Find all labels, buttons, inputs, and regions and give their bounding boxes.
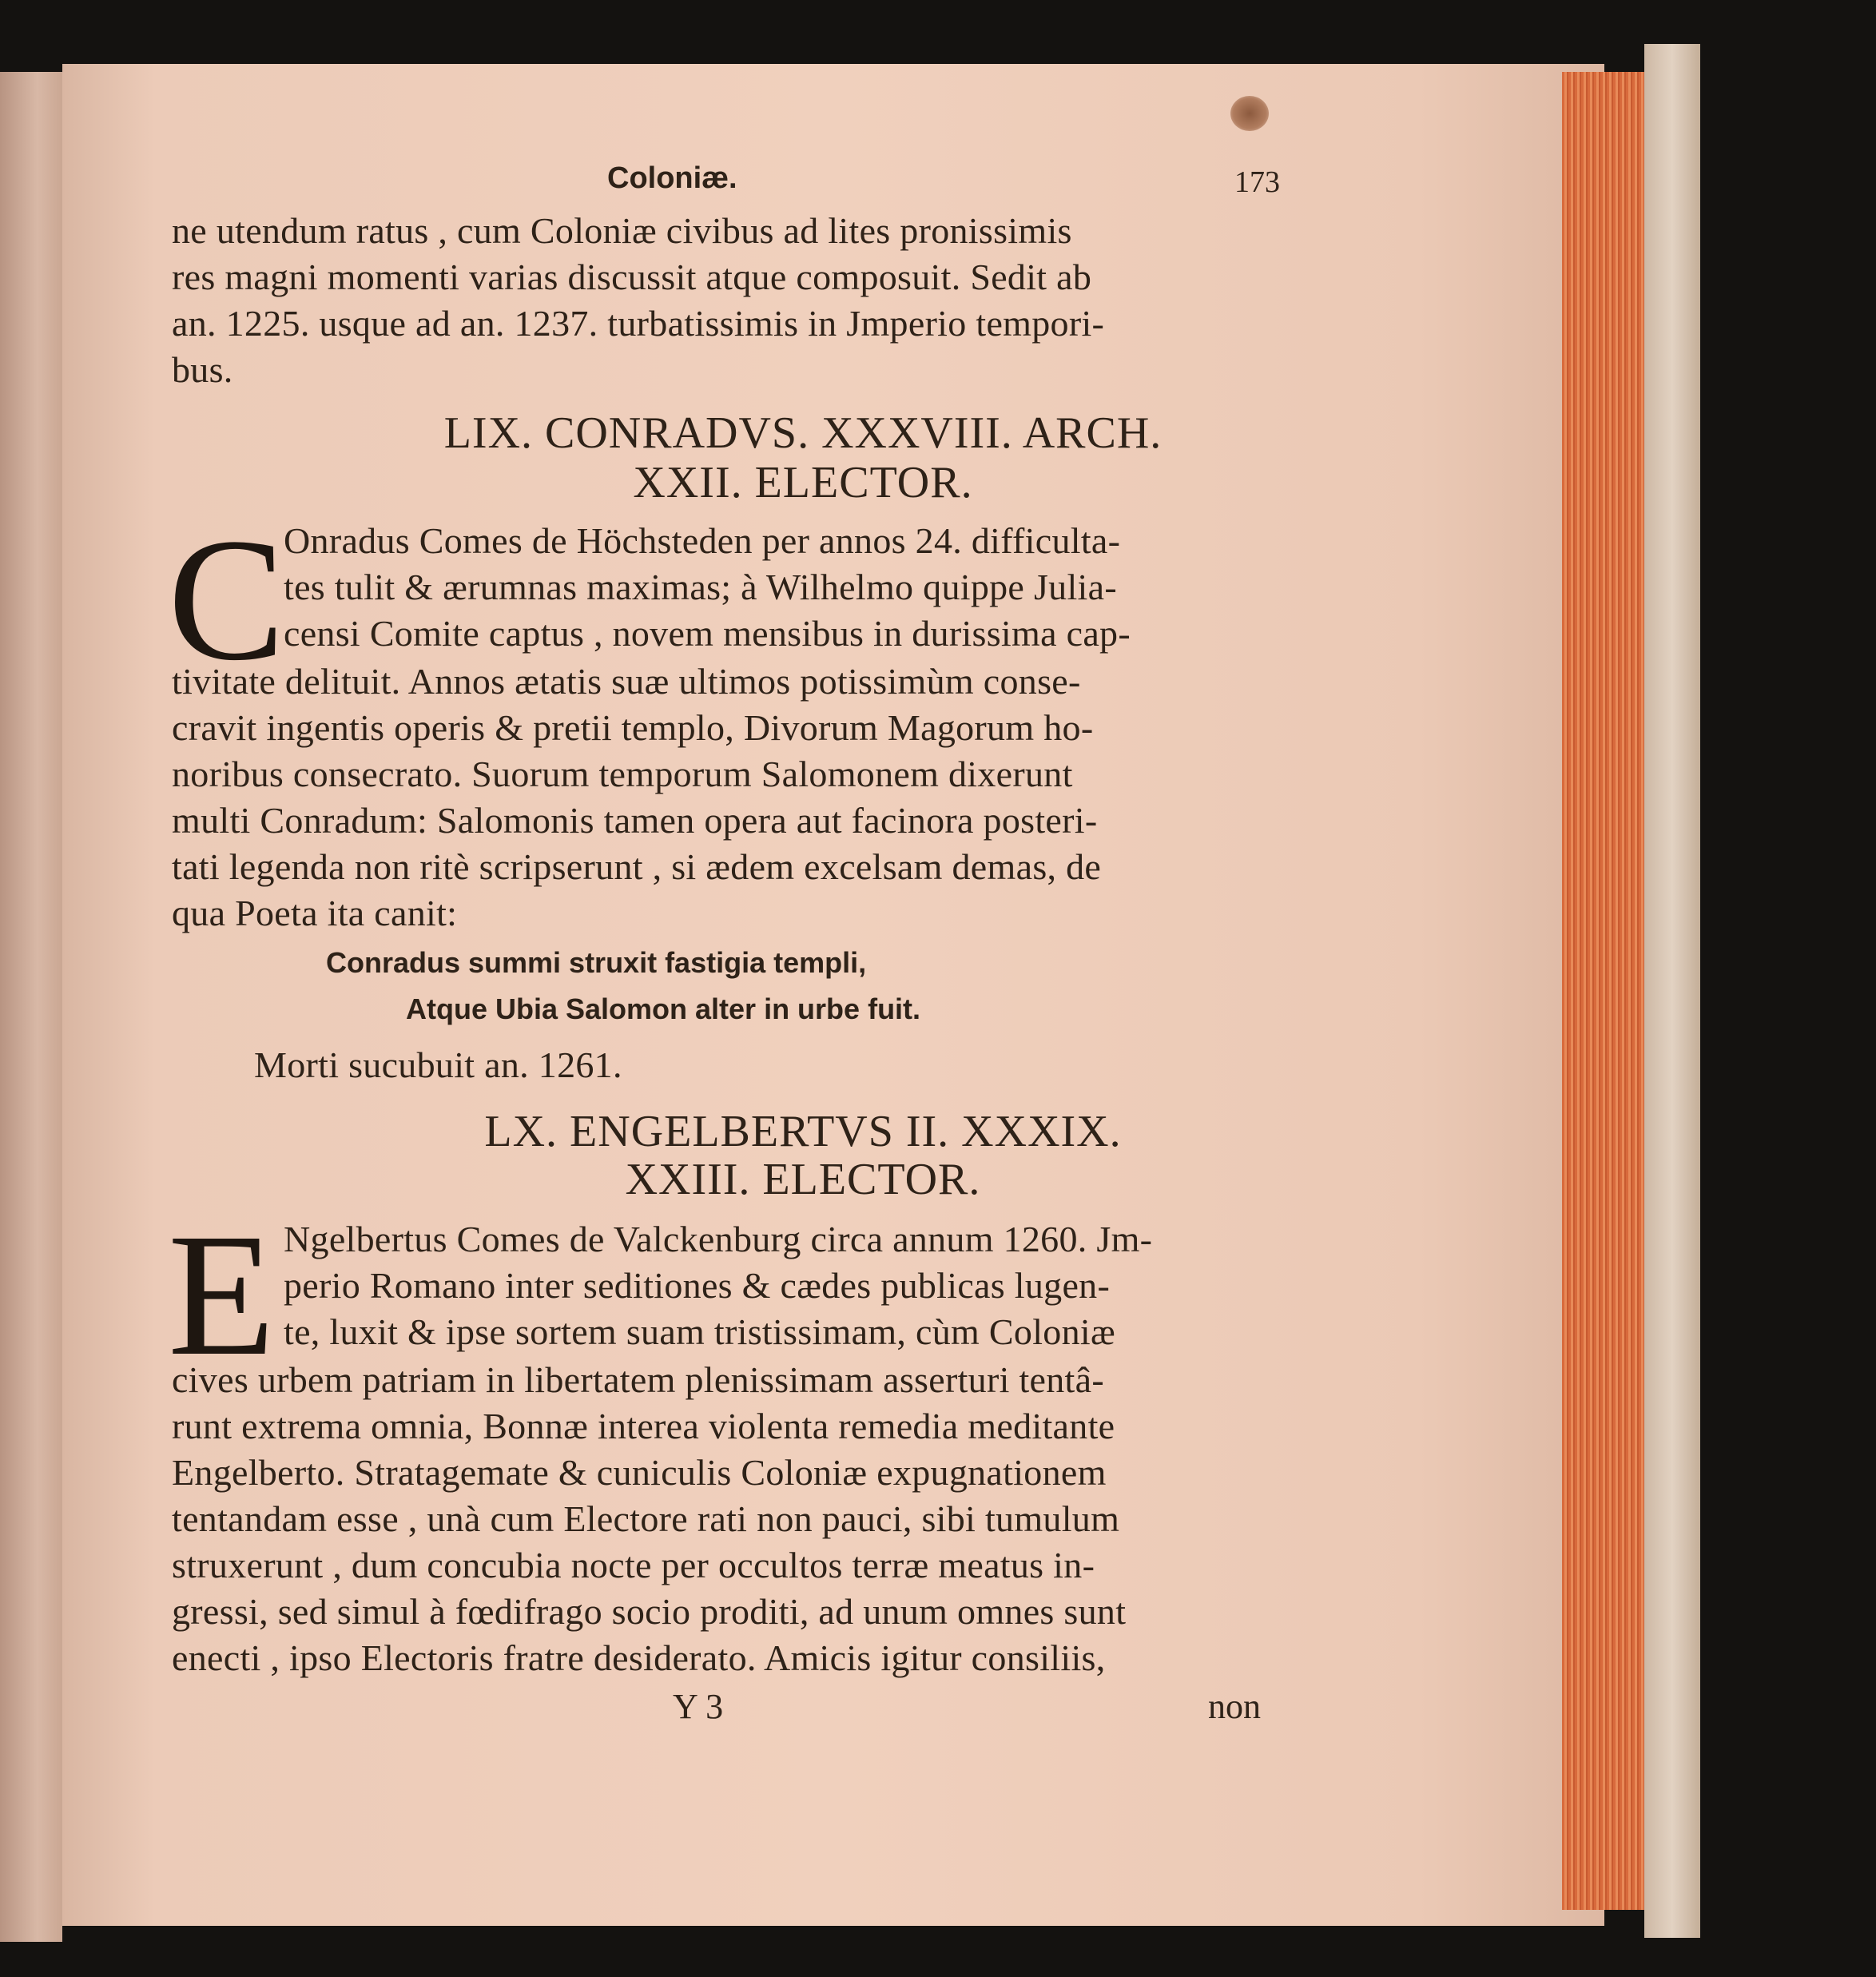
- text-line: Onradus Comes de Höchsteden per annos 24. difficulta-: [284, 520, 1121, 561]
- section-subheading: XXIII. ELECTOR.: [625, 1155, 981, 1204]
- text-line: ne utendum ratus , cum Coloniæ civibus ad lites pronissimis: [172, 210, 1072, 251]
- text-line: enecti , ipso Electoris fratre desiderato. Amicis igitur consiliis,: [172, 1637, 1106, 1678]
- page-number: 173: [1234, 165, 1280, 199]
- text-line: Engelberto. Stratagemate & cuniculis Coloniæ expugnationem: [172, 1452, 1107, 1493]
- text-line: runt extrema omnia, Bonnæ interea violenta remedia meditante: [172, 1406, 1115, 1446]
- text-line: qua Poeta ita canit:: [172, 893, 458, 933]
- text-line: struxerunt , dum concubia nocte per occultos terræ meatus in-: [172, 1545, 1095, 1585]
- text-line: gressi, sed simul à fœdifrago socio proditi, ad unum omnes sunt: [172, 1591, 1127, 1632]
- text-line: cives urbem patriam in libertatem plenissimam asserturi tentâ-: [172, 1359, 1104, 1400]
- drop-capital: C: [168, 502, 285, 697]
- section-heading: LIX. CONRADVS. XXXVIII. ARCH.: [443, 408, 1163, 458]
- catchword: non: [1208, 1687, 1261, 1726]
- text-line: cravit ingentis operis & pretii templo, Divorum Magorum ho-: [172, 707, 1094, 748]
- text-line: multi Conradum: Salomonis tamen opera aut facinora posteri-: [172, 800, 1098, 841]
- signature-mark: Y 3: [673, 1687, 724, 1726]
- text-line: tentandam esse , unà cum Electore rati non pauci, sibi tumulum: [172, 1498, 1120, 1539]
- text-line: te, luxit & ipse sortem suam tristissimam, cùm Coloniæ: [284, 1311, 1115, 1352]
- text-line: an. 1225. usque ad an. 1237. turbatissimis in Jmperio tempori-: [172, 303, 1105, 344]
- text-line: Morti sucubuit an. 1261.: [254, 1044, 622, 1085]
- text-line: bus.: [172, 349, 233, 390]
- section-subheading: XXII. ELECTOR.: [633, 458, 973, 507]
- section-heading: LX. ENGELBERTVS II. XXXIX.: [484, 1107, 1122, 1156]
- verse-line: Atque Ubia Salomon alter in urbe fuit.: [406, 992, 921, 1025]
- text-line: Ngelbertus Comes de Valckenburg circa annum 1260. Jm-: [284, 1219, 1153, 1259]
- text-line: noribus consecrato. Suorum temporum Salomonem dixerunt: [172, 754, 1073, 794]
- text-line: tivitate delituit. Annos ætatis suæ ultimos potissimùm conse-: [172, 661, 1081, 702]
- text-line: perio Romano inter seditiones & cædes publicas lugen-: [284, 1265, 1111, 1306]
- drop-capital: E: [168, 1197, 276, 1392]
- running-head: Coloniæ.: [607, 161, 737, 195]
- text-line: tati legenda non ritè scripserunt , si ædem excelsam demas, de: [172, 846, 1102, 887]
- text-line: tes tulit & ærumnas maximas; à Wilhelmo quippe Julia-: [284, 567, 1117, 607]
- text-line: censi Comite captus , novem mensibus in durissima cap-: [284, 613, 1131, 654]
- verse-line: Conradus summi struxit fastigia templi,: [326, 946, 867, 979]
- text-line: res magni momenti varias discussit atque composuit. Sedit ab: [172, 257, 1092, 297]
